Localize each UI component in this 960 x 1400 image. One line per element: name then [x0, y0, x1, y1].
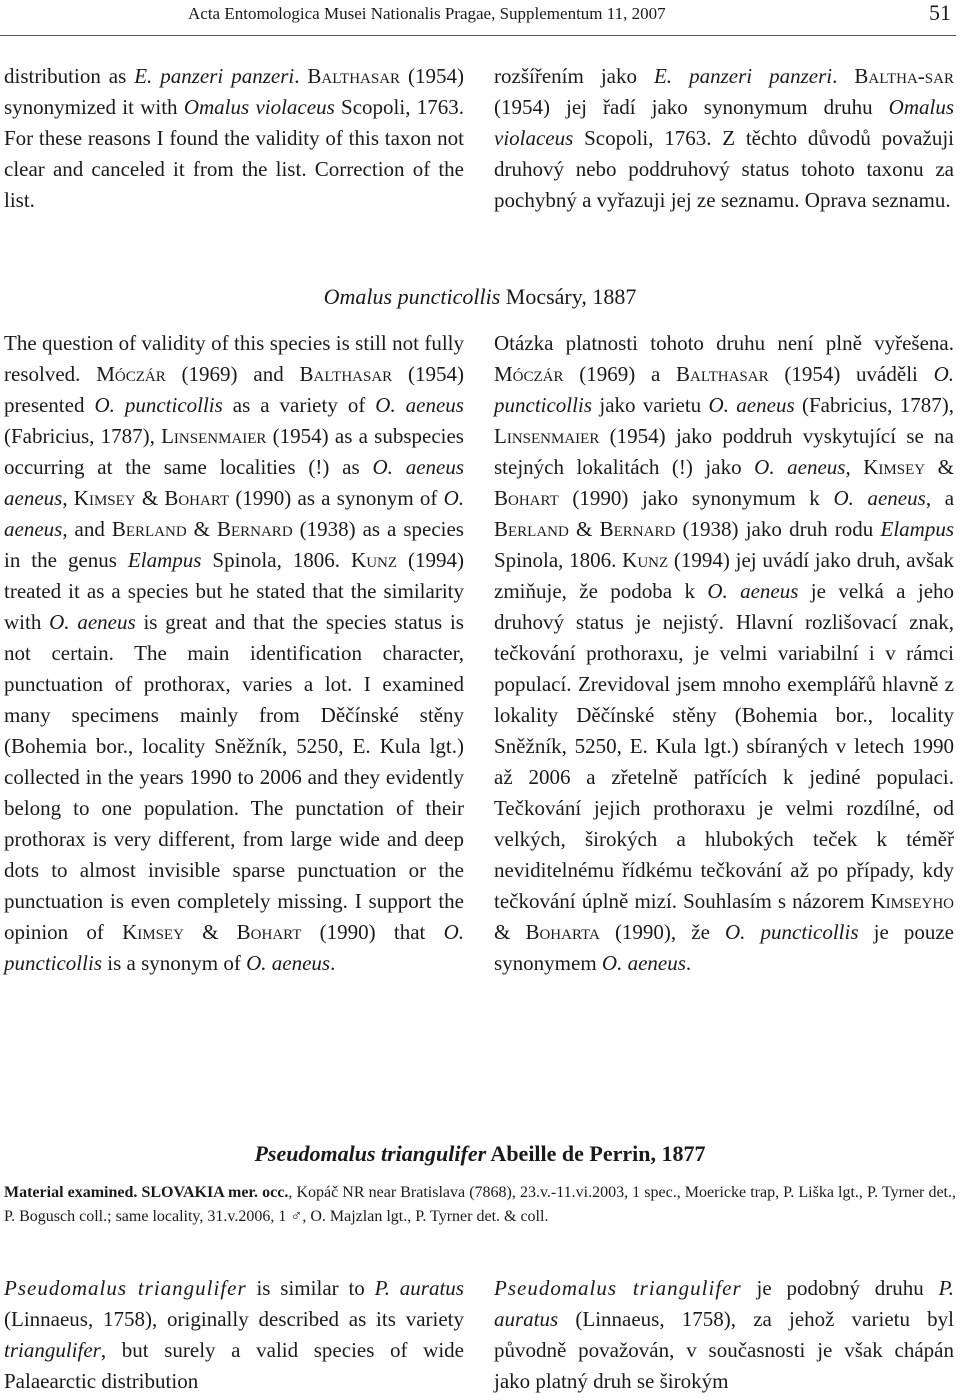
section2-english-column	[4, 328, 464, 979]
species-heading-pseudomalus: Pseudomalus triangulifer Abeille de Perrin, 1877	[254, 1141, 706, 1166]
section2-czech-paragraph: Otázka platnosti tohoto druhu není plně vyřešena. Móczár (1969) a Balthasar (1954) uváděli O. puncticollis jako varietu O. aeneus (Fabricius, 1787), Linsenmaier (1954) jako poddruh vyskytující se na stejných lokalitách (!) jako O. aeneus, Kimsey & Bohart (1990) jako synonymum k O. aeneus, a Berland & Bernard (1938) jako druh rodu Elampus Spinola, 1806. Kunz (1994) jej uvádí jako druh, avšak zmiňuje, že podoba k O. aeneus je velká a jeho druhový status je nejistý. Hlavní rozlišovací znak, tečkování prothoraxu, je velmi variabilní i v rámci populací. Zrevidoval jsem mnoho exemplářů hlavně z lokality Děčínské stěny (Bohemia bor., locality Sněžník, 5250, E. Kula lgt.) sbíraných v letech 1990 až 2006 a zřetelně patřících k jediné populaci. Tečkování jejich prothoraxu je velmi rozdílné, od velkých, širokých a hlubokých teček k téměř neviditelnému řídkému tečkování až po případy, kdy tečkování úplně mizí. Souhlasím s názorem Kimseyho & Boharta (1990), že O. puncticollis je pouze synonymem O. aeneus.	[494, 331, 955, 975]
section1-english-column	[4, 61, 464, 216]
section3-czech-column	[494, 1273, 954, 1397]
section1-english-paragraph: distribution as E. panzeri panzeri. Balthasar (1954) synonymized it with Omalus violaceus Scopoli, 1763. For these reasons I found the validity of this taxon not clear and canceled it from the list. Correction of the list.	[4, 64, 464, 212]
section3-czech-paragraph: Pseudomalus triangulifer je podobný druhu P. auratus (Linnaeus, 1758), za jehož varietu byl původně považován, v současnosti je však chápán jako platný druh se širokým	[494, 1276, 954, 1393]
section2-czech-column	[494, 328, 954, 979]
species-heading-omalus: Omalus puncticollis Mocsáry, 1887	[323, 284, 637, 309]
header-rule	[0, 35, 956, 36]
material-examined-paragraph: Material examined. SLOVAKIA mer. occ., Kopáč NR near Bratislava (7868), 23.v.-11.vi.2003, 1 spec., Moericke trap, P. Liška lgt., P. Tyrner det., P. Bogusch coll.; same locality, 31.v.2006, 1 ♂, O. Majzlan lgt., P. Tyrner det. & coll.	[4, 1184, 956, 1225]
page-number: 51	[929, 0, 951, 25]
page-header	[0, 0, 960, 40]
running-title: Acta Entomologica Musei Nationalis Pragae, Supplementum 11, 2007	[188, 4, 666, 23]
section2-english-paragraph: The question of validity of this species is still not fully resolved. Móczár (1969) and Balthasar (1954) presented O. puncticollis as a variety of O. aeneus (Fabricius, 1787), Linsenmaier (1954) as a subspecies occurring at the same localities (!) as O. aeneus aeneus, Kimsey & Bohart (1990) as a synonym of O. aeneus, and Berland & Bernard (1938) as a species in the genus Elampus Spinola, 1806. Kunz (1994) treated it as a species but he stated that the similarity with O. aeneus is great and that the species status is not certain. The main identification character, punctuation of prothorax, varies a lot. I examined many specimens mainly from Děčínské stěny (Bohemia bor., locality Sněžník, 5250, E. Kula lgt.) collected in the years 1990 to 2006 and they evidently belong to one population. The punctation of their prothorax is very different, from large wide and deep dots to almost invisible sparse punctuation or the punctuation is even completely missing. I support the opinion of Kimsey & Bohart (1990) that O. puncticollis is a synonym of O. aeneus.	[4, 331, 465, 975]
section3-english-column	[4, 1273, 464, 1397]
material-examined	[4, 1181, 956, 1229]
section3-english-paragraph: Pseudomalus triangulifer is similar to P. auratus (Linnaeus, 1758), originally described as its variety triangulifer, but surely a valid species of wide Palaearctic distribution	[4, 1276, 464, 1393]
section1-czech-column	[494, 61, 954, 216]
section1-czech-paragraph: rozšířením jako E. panzeri panzeri. Baltha-sar (1954) jej řadí jako synonymum druhu Omalus violaceus Scopoli, 1763. Z těchto důvodů považuji druhový nebo poddruhový status tohoto taxonu za pochybný a vyřazuji jej ze seznamu. Oprava seznamu.	[494, 64, 954, 212]
